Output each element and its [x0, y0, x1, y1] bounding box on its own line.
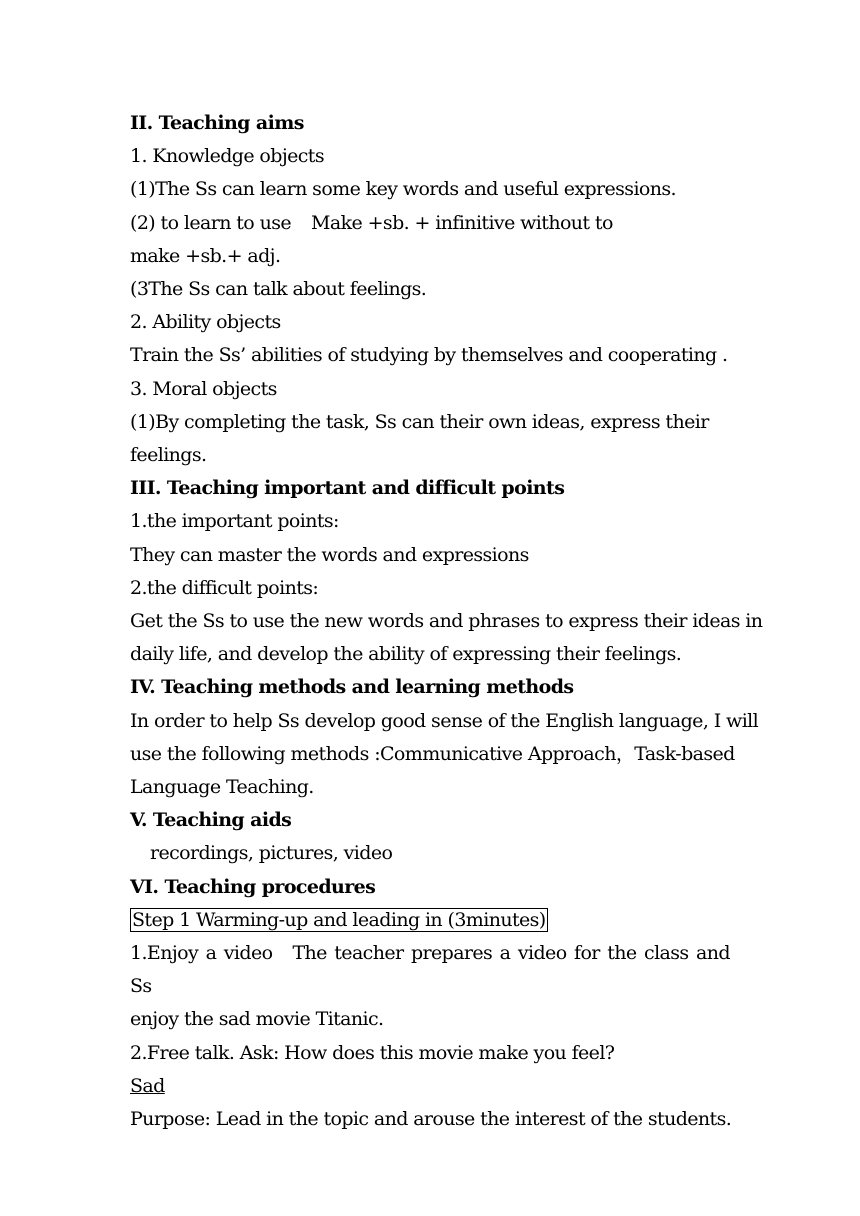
ability-objects-heading: 2. Ability objects: [130, 311, 281, 334]
difficult-points-heading: 2.the difficult points:: [130, 576, 319, 599]
important-points-text: They can master the words and expressions: [130, 543, 529, 566]
step-1-line: [130, 904, 730, 937]
knowledge-item-2-structure: Make +sb. + infinitive without to: [311, 211, 613, 234]
section-heading-teaching-aims: II. Teaching aims: [130, 112, 304, 134]
moral-objects-heading: 3. Moral objects: [130, 377, 277, 400]
knowledge-item-2: [130, 207, 730, 240]
moral-item-1-continued: feelings.: [130, 444, 207, 467]
document-body: [130, 107, 763, 1136]
methods-text: In order to help Ss develop good sense of the English language, I will: [130, 709, 759, 732]
knowledge-item-2-continued: make +sb.+ adj.: [130, 244, 281, 267]
ability-objects-text: Train the Ss’ abilities of studying by themselves and cooperating .: [130, 344, 728, 367]
knowledge-item-3: (3The Ss can talk about feelings.: [130, 278, 427, 301]
section-heading-important-points: III. Teaching important and difficult points: [130, 477, 565, 500]
answer-sad: Sad: [130, 1074, 165, 1097]
section-heading-methods: IV. Teaching methods and learning methods: [130, 676, 574, 699]
purpose-line: Purpose: Lead in the topic and arouse the interest of the students.: [130, 1108, 732, 1131]
knowledge-objects-heading: 1. Knowledge objects: [130, 145, 324, 168]
knowledge-item-1: (1)The Ss can learn some key words and useful expressions.: [130, 178, 676, 201]
free-talk-line: 2.Free talk. Ask: How does this movie make you feel?: [130, 1041, 615, 1064]
methods-text-end: Language Teaching.: [130, 776, 314, 799]
knowledge-item-2-prefix: (2) to learn to use: [130, 211, 292, 234]
methods-text-continued: use the following methods :Communicative Approach，Task-based: [130, 742, 735, 765]
section-heading-teaching-aids: V. Teaching aids: [130, 809, 292, 832]
answer-line: [130, 1070, 730, 1103]
step-1-box: Step 1 Warming-up and leading in (3minutes): [132, 908, 546, 931]
teaching-aids-text: recordings, pictures, video: [150, 842, 393, 865]
difficult-points-text-continued: daily life, and develop the ability of expressing their feelings.: [130, 643, 682, 666]
important-points-heading: 1.the important points:: [130, 510, 339, 533]
enjoy-video-label: 1.Enjoy a video: [130, 942, 273, 965]
enjoy-video-line: [130, 937, 730, 1003]
difficult-points-text: Get the Ss to use the new words and phrases to express their ideas in: [130, 610, 763, 633]
enjoy-video-text: The teacher prepares a video for the class and Ss: [130, 942, 730, 998]
enjoy-video-continued: enjoy the sad movie Titanic.: [130, 1008, 384, 1031]
section-heading-procedures: VI. Teaching procedures: [130, 875, 376, 898]
moral-item-1: (1)By completing the task, Ss can their own ideas, express their: [130, 410, 709, 433]
